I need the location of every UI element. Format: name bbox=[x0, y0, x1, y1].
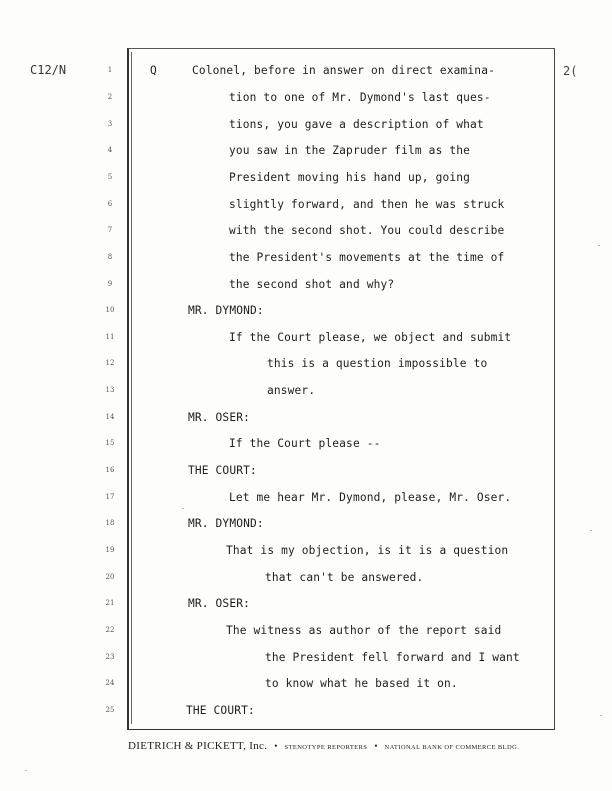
line-number: 1 bbox=[107, 66, 113, 74]
footer-service: STENOTYPE REPORTERS bbox=[284, 744, 368, 751]
speaker-label: MR. DYMOND: bbox=[188, 304, 264, 317]
line-number: 19 bbox=[105, 546, 115, 554]
footer-firm: DIETRICH & PICKETT, Inc. bbox=[128, 740, 268, 752]
question-marker: Q bbox=[150, 64, 157, 77]
transcript-line: with the second shot. You could describe bbox=[229, 224, 505, 237]
scan-speck bbox=[598, 245, 600, 246]
line-number: 11 bbox=[105, 333, 115, 341]
line-number: 18 bbox=[105, 519, 115, 527]
footer-separator: • bbox=[374, 741, 378, 751]
speaker-label: MR. OSER: bbox=[188, 411, 250, 424]
transcript-line: That is my objection, is it is a question bbox=[226, 544, 509, 557]
transcript-line: answer. bbox=[267, 384, 316, 397]
line-number: 25 bbox=[105, 706, 115, 714]
transcript-line: slightly forward, and then he was struck bbox=[229, 198, 505, 211]
speaker-label: MR. OSER: bbox=[188, 597, 250, 610]
transcript-line: that can't be answered. bbox=[265, 571, 424, 584]
page-id: C12/N bbox=[30, 63, 67, 77]
speaker-label: THE COURT: bbox=[186, 704, 255, 717]
transcript-line: the second shot and why? bbox=[229, 278, 395, 291]
scan-speck bbox=[182, 508, 184, 509]
transcript-line: If the Court please -- bbox=[229, 437, 381, 450]
footer-address: NATIONAL BANK OF COMMERCE BLDG. bbox=[384, 744, 520, 751]
transcript-line: tions, you gave a description of what bbox=[229, 118, 484, 131]
line-number: 17 bbox=[105, 493, 115, 501]
line-number: 14 bbox=[105, 413, 115, 421]
speaker-label: THE COURT: bbox=[188, 464, 257, 477]
transcript-line: the President's movements at the time of bbox=[229, 251, 505, 264]
transcript-line: Colonel, before in answer on direct examina- bbox=[192, 64, 495, 77]
line-number: 20 bbox=[105, 573, 115, 581]
line-number: 23 bbox=[105, 653, 115, 661]
line-number: 6 bbox=[107, 200, 113, 208]
line-number: 8 bbox=[107, 253, 113, 261]
frame-margin-rule bbox=[131, 52, 132, 724]
line-number: 5 bbox=[107, 173, 113, 181]
transcript-line: tion to one of Mr. Dymond's last ques- bbox=[229, 91, 491, 104]
line-number: 7 bbox=[107, 226, 113, 234]
transcript-line: The witness as author of the report said bbox=[226, 624, 502, 637]
transcript-line: the President fell forward and I want bbox=[265, 651, 520, 664]
line-number: 13 bbox=[105, 386, 115, 394]
line-number: 16 bbox=[105, 466, 115, 474]
scan-speck bbox=[590, 530, 592, 531]
line-number: 4 bbox=[107, 146, 113, 154]
scan-speck bbox=[25, 770, 27, 771]
line-number: 21 bbox=[105, 599, 115, 607]
transcript-line: President moving his hand up, going bbox=[229, 171, 470, 184]
transcript-line: If the Court please, we object and submit bbox=[229, 331, 512, 344]
footer-separator: • bbox=[274, 741, 278, 751]
transcript-line: this is a question impossible to bbox=[267, 357, 488, 370]
line-number: 2 bbox=[107, 93, 113, 101]
transcript-line: to know what he based it on. bbox=[265, 677, 458, 690]
reporter-footer bbox=[128, 736, 558, 754]
line-number: 22 bbox=[105, 626, 115, 634]
line-number: 3 bbox=[107, 120, 113, 128]
line-number: 9 bbox=[107, 280, 113, 288]
speaker-label: MR. DYMOND: bbox=[188, 517, 264, 530]
transcript-line: Let me hear Mr. Dymond, please, Mr. Oser. bbox=[229, 491, 512, 504]
line-number: 10 bbox=[105, 306, 115, 314]
transcript-line: you saw in the Zapruder film as the bbox=[229, 144, 470, 157]
line-number: 15 bbox=[105, 439, 115, 447]
scan-speck bbox=[600, 715, 602, 716]
page-number: 2( bbox=[563, 64, 578, 78]
line-number: 12 bbox=[105, 359, 115, 367]
line-number: 24 bbox=[105, 679, 115, 687]
